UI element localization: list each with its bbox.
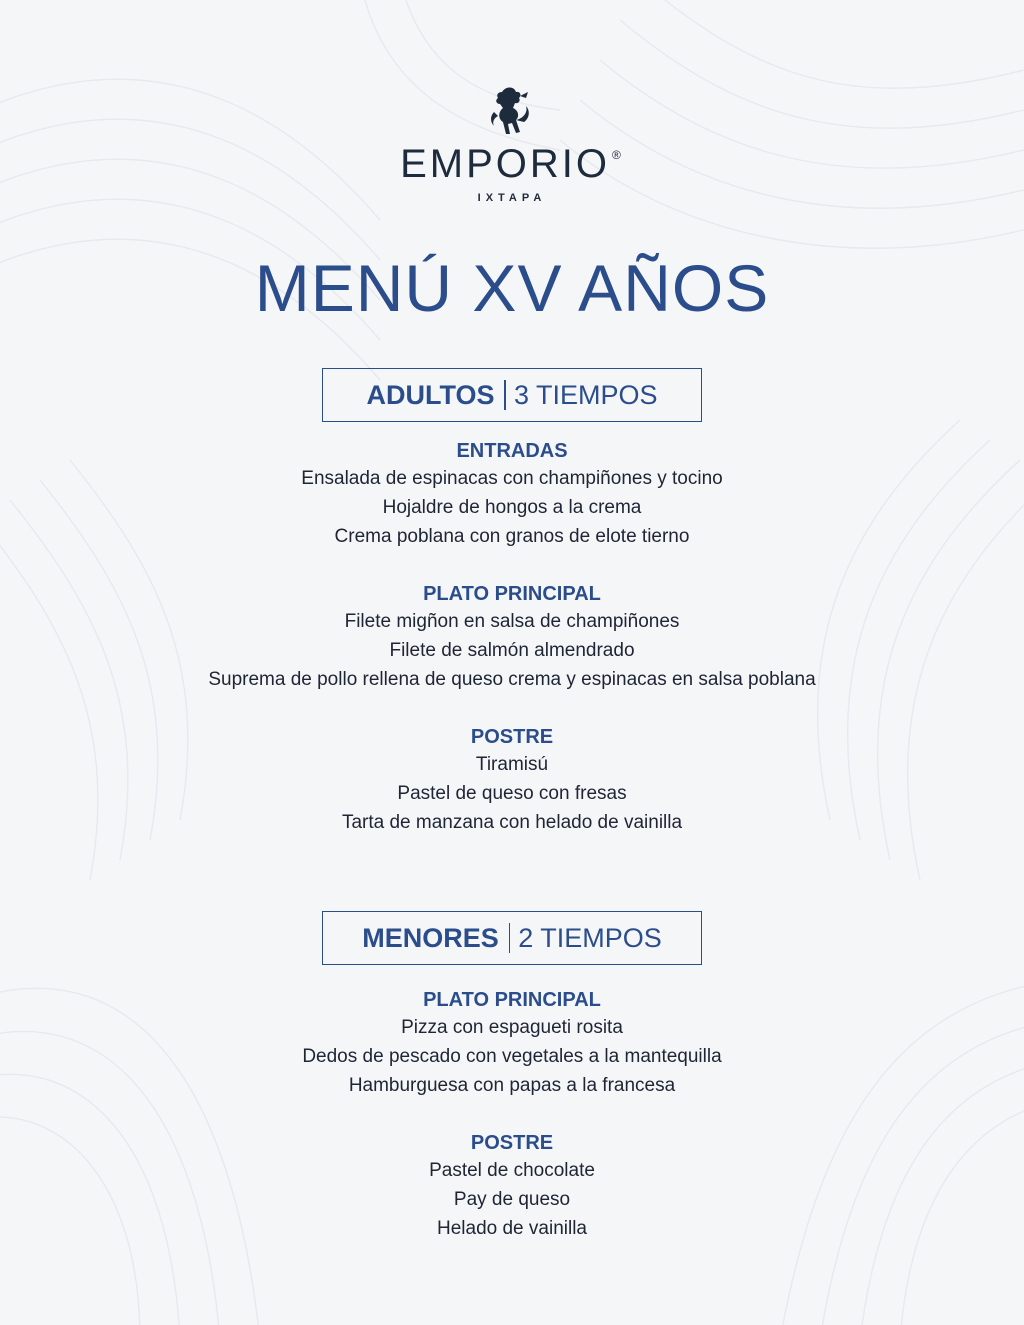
brand-name: EMPORIO ® (400, 142, 624, 186)
page-title: MENÚ XV AÑOS (254, 251, 770, 325)
menores-postre-section (0, 1129, 1024, 1243)
brand-location: IXTAPA (477, 192, 547, 204)
menu-item: Hamburguesa con papas a la francesa (348, 1074, 676, 1096)
divider (504, 380, 506, 410)
adultos-entradas-section (0, 437, 1024, 551)
menores-header-box (322, 911, 702, 965)
menu-item: Ensalada de espinacas con champiñones y tocino (301, 468, 723, 489)
section-heading: POSTRE (470, 1132, 554, 1154)
menu-item: Crema poblana con granos de elote tierno (334, 525, 690, 547)
section-heading: PLATO PRINCIPAL (423, 583, 601, 605)
adultos-tiempos: 3 TIEMPOS (513, 379, 658, 410)
registered-mark: ® (612, 148, 624, 162)
menores-tiempos: 2 TIEMPOS (518, 922, 662, 953)
menu-item: Dedos de pescado con vegetales a la mantequilla (302, 1045, 722, 1067)
adultos-plato-principal-section (0, 580, 1024, 694)
adultos-postre-section (0, 723, 1024, 837)
section-heading: ENTRADAS (456, 440, 568, 462)
adultos-label: ADULTOS (366, 379, 495, 410)
menores-plato-principal-section (0, 986, 1024, 1100)
menu-item: Tiramisú (475, 754, 549, 775)
divider (509, 923, 511, 953)
section-heading: POSTRE (470, 726, 554, 748)
menu-item: Pizza con espagueti rosita (401, 1017, 623, 1038)
menu-item: Filete de salmón almendrado (389, 639, 635, 661)
menu-item: Pay de queso (453, 1188, 571, 1210)
menu-item: Filete migñon en salsa de champiñones (344, 611, 680, 632)
menores-label: MENORES (362, 922, 499, 953)
lion-rampant-logo-icon (480, 82, 540, 142)
menu-item: Suprema de pollo rellena de queso crema y espinacas en salsa poblana (208, 668, 816, 690)
menu-item: Pastel de chocolate (429, 1160, 595, 1181)
menu-item: Helado de vainilla (437, 1217, 587, 1239)
adultos-header-box (322, 368, 702, 422)
menu-item: Hojaldre de hongos a la crema (382, 496, 642, 518)
section-heading: PLATO PRINCIPAL (423, 989, 601, 1011)
menu-item: Pastel de queso con fresas (397, 782, 627, 804)
menu-item: Tarta de manzana con helado de vainilla (341, 811, 683, 833)
